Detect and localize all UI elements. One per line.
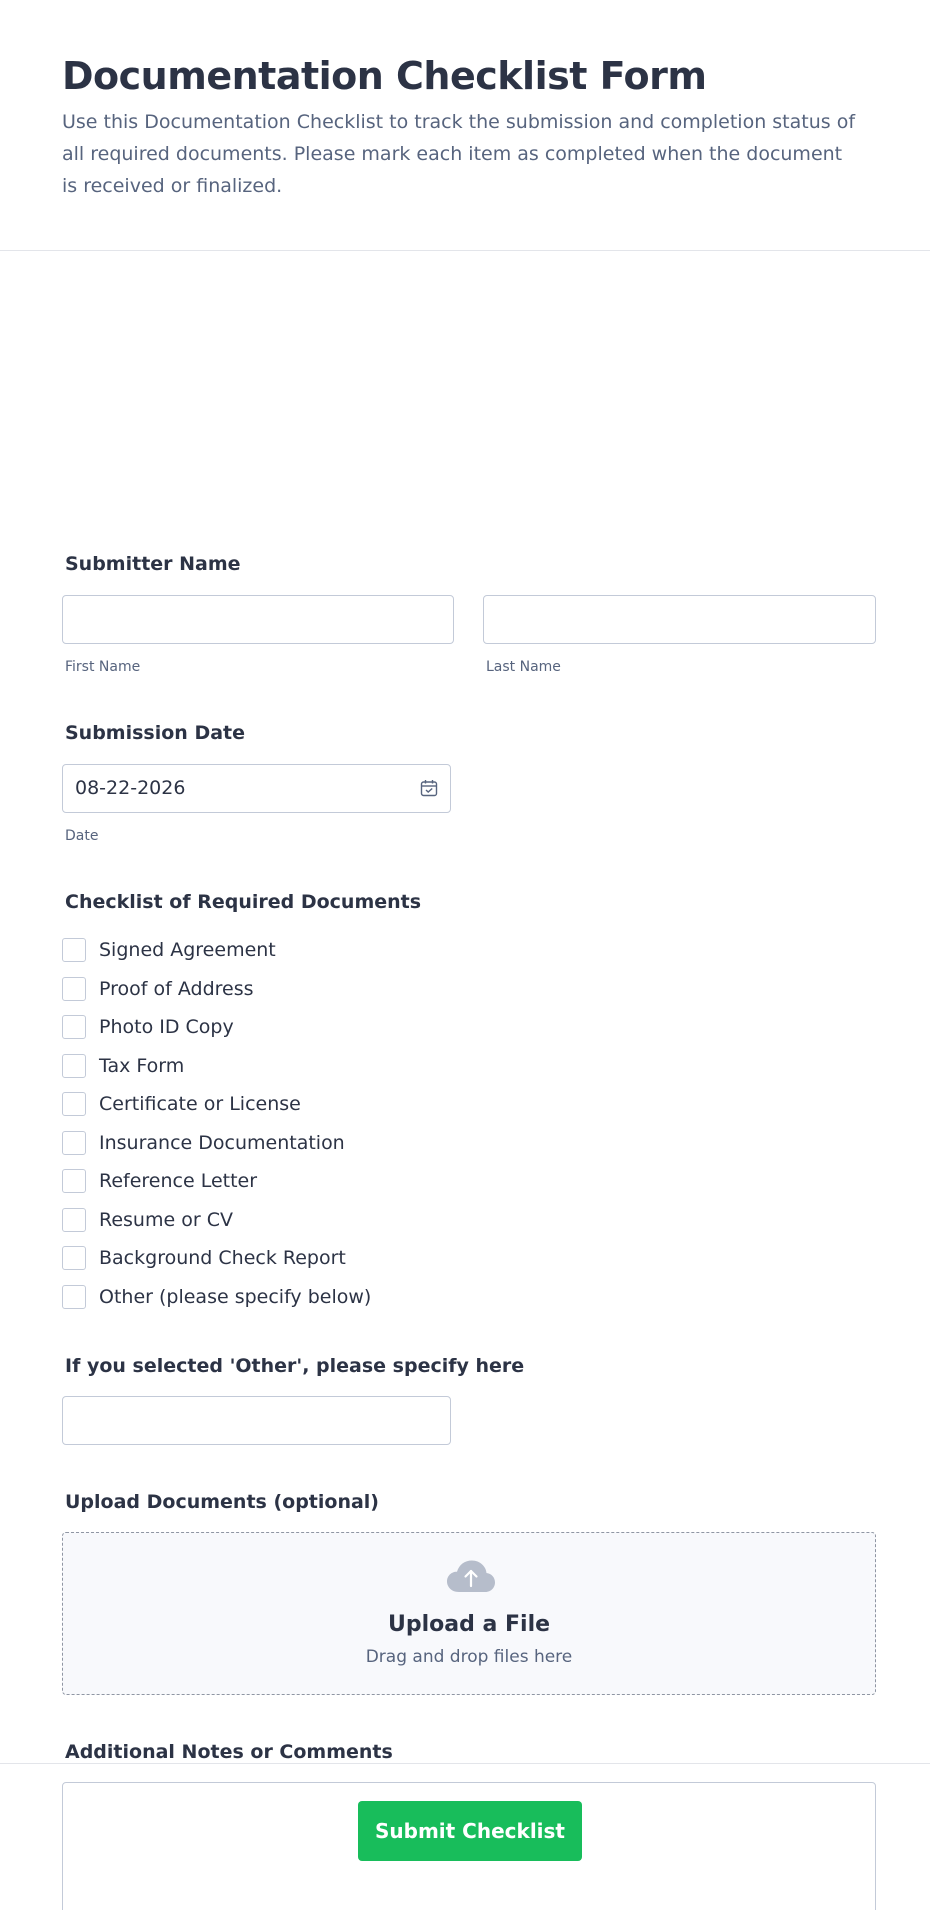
checklist-item-label: Reference Letter bbox=[99, 1170, 258, 1193]
other-specify-input[interactable] bbox=[62, 1396, 451, 1445]
checklist-options bbox=[62, 931, 371, 1316]
footer-divider bbox=[0, 1763, 930, 1764]
date-input[interactable] bbox=[62, 764, 451, 813]
cloud-upload-icon bbox=[446, 1559, 496, 1595]
upload-label: Upload Documents (optional) bbox=[65, 1491, 379, 1513]
date-value: 08-22-2026 bbox=[75, 777, 186, 799]
checklist-item-proof-of-address[interactable] bbox=[62, 970, 371, 1009]
checklist-item-signed-agreement[interactable] bbox=[62, 931, 371, 970]
checkbox[interactable] bbox=[62, 1208, 86, 1232]
form-header bbox=[0, 0, 930, 251]
checklist-item-resume-or-cv[interactable] bbox=[62, 1201, 371, 1240]
checklist-item-reference-letter[interactable] bbox=[62, 1162, 371, 1201]
checklist-item-label: Tax Form bbox=[99, 1054, 185, 1077]
checkbox[interactable] bbox=[62, 1246, 86, 1270]
checklist-item-label: Resume or CV bbox=[99, 1208, 233, 1231]
checklist-item-background-check-report[interactable] bbox=[62, 1239, 371, 1278]
checklist-item-certificate-or-license[interactable] bbox=[62, 1085, 371, 1124]
checklist-item-label: Certificate or License bbox=[99, 1093, 301, 1116]
checklist-item-other[interactable] bbox=[62, 1278, 371, 1317]
date-sublabel: Date bbox=[65, 828, 99, 844]
checklist-item-photo-id-copy[interactable] bbox=[62, 1008, 371, 1047]
first-name-input[interactable] bbox=[62, 595, 454, 644]
form-description: Use this Documentation Checklist to track the submission and completion status of all required documents. Please mark each item as completed when the document is received or finalized. bbox=[62, 111, 856, 197]
checkbox[interactable] bbox=[62, 1092, 86, 1116]
calendar-icon[interactable] bbox=[420, 779, 438, 797]
checklist-item-label: Proof of Address bbox=[99, 977, 254, 1000]
last-name-sublabel: Last Name bbox=[486, 659, 561, 675]
checklist-label: Checklist of Required Documents bbox=[65, 891, 422, 913]
checklist-item-label: Insurance Documentation bbox=[99, 1131, 345, 1154]
checkbox[interactable] bbox=[62, 938, 86, 962]
last-name-input[interactable] bbox=[483, 595, 876, 644]
checklist-item-label: Other (please specify below) bbox=[99, 1285, 372, 1308]
checklist-item-label: Photo ID Copy bbox=[99, 1016, 234, 1039]
checklist-item-tax-form[interactable] bbox=[62, 1047, 371, 1086]
upload-subtitle: Drag and drop files here bbox=[365, 1647, 573, 1667]
upload-title: Upload a File bbox=[387, 1612, 551, 1637]
form-title: Documentation Checklist Form bbox=[62, 54, 707, 98]
checkbox[interactable] bbox=[62, 1015, 86, 1039]
submitter-name-label: Submitter Name bbox=[65, 553, 241, 575]
checkbox[interactable] bbox=[62, 1131, 86, 1155]
checklist-item-label: Signed Agreement bbox=[99, 939, 276, 962]
checkbox[interactable] bbox=[62, 977, 86, 1001]
checkbox[interactable] bbox=[62, 1169, 86, 1193]
file-upload-dropzone[interactable] bbox=[62, 1532, 876, 1695]
notes-label: Additional Notes or Comments bbox=[65, 1741, 393, 1763]
other-specify-label: If you selected 'Other', please specify here bbox=[65, 1355, 525, 1377]
submit-checklist-button[interactable]: Submit Checklist bbox=[358, 1801, 582, 1861]
checklist-item-insurance-documentation[interactable] bbox=[62, 1124, 371, 1163]
submission-date-label: Submission Date bbox=[65, 722, 246, 744]
checkbox[interactable] bbox=[62, 1054, 86, 1078]
checkbox[interactable] bbox=[62, 1285, 86, 1309]
checklist-item-label: Background Check Report bbox=[99, 1247, 346, 1270]
first-name-sublabel: First Name bbox=[65, 659, 141, 675]
